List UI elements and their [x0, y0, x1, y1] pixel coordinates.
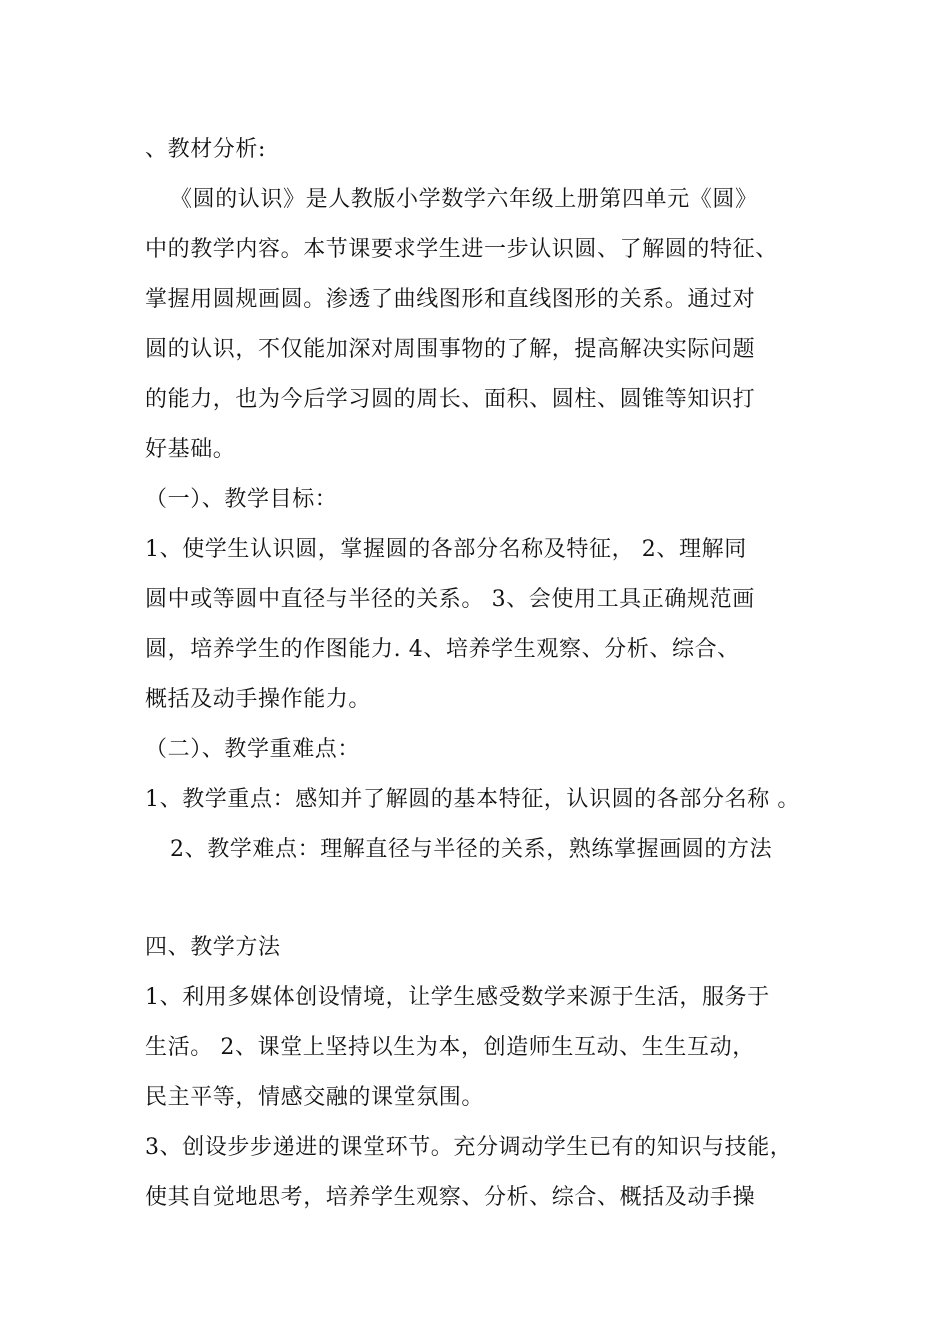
section-heading-teaching-goals: （一）、教学目标： — [145, 487, 338, 512]
paragraph-line: 3、创设步步递进的课堂环节。充分调动学生已有的知识与技能， — [145, 1135, 793, 1160]
section-heading-teaching-methods: 四、教学方法 — [145, 935, 281, 960]
section-heading-key-points: （二）、教学重难点： — [145, 737, 361, 762]
paragraph-line: 民主平等，情感交融的课堂氛围。 — [145, 1085, 485, 1110]
paragraph-line: 生活。 2、课堂上坚持以生为本，创造师生互动、生生互动， — [145, 1035, 755, 1060]
paragraph-line: 掌握用圆规画圆。渗透了曲线图形和直线图形的关系。通过对 — [145, 287, 756, 312]
paragraph-line: 1、利用多媒体创设情境，让学生感受数学来源于生活，服务于 — [145, 985, 770, 1010]
paragraph-line: 中的教学内容。本节课要求学生进一步认识圆、了解圆的特征、 — [145, 237, 778, 262]
paragraph-line: 1、教学重点：感知并了解圆的基本特征，认识圆的各部分名称 。 — [145, 787, 800, 812]
paragraph-line: 好基础。 — [145, 437, 236, 462]
section-heading-material-analysis: 、教材分析: — [145, 137, 267, 162]
paragraph-line: 圆中或等圆中直径与半径的关系。 3、会使用工具正确规范画 — [145, 587, 755, 612]
paragraph-line: 1、使学生认识圆，掌握圆的各部分名称及特征， 2、理解同 — [145, 537, 747, 562]
paragraph-line: 《圆的认识》是人教版小学数学六年级上册第四单元《圆》 — [170, 187, 758, 212]
paragraph-line: 的能力，也为今后学习圆的周长、面积、圆柱、圆锥等知识打 — [145, 387, 756, 412]
paragraph-line: 概括及动手操作能力。 — [145, 687, 372, 712]
paragraph-line: 2、教学难点：理解直径与半径的关系，熟练掌握画圆的方法 — [170, 837, 773, 862]
paragraph-line: 使其自觉地思考，培养学生观察、分析、综合、概括及动手操 — [145, 1185, 756, 1210]
paragraph-line: 圆，培养学生的作图能力. 4、培养学生观察、分析、综合、 — [145, 637, 740, 662]
paragraph-line: 圆的认识，不仅能加深对周围事物的了解，提高解决实际问题 — [145, 337, 756, 362]
